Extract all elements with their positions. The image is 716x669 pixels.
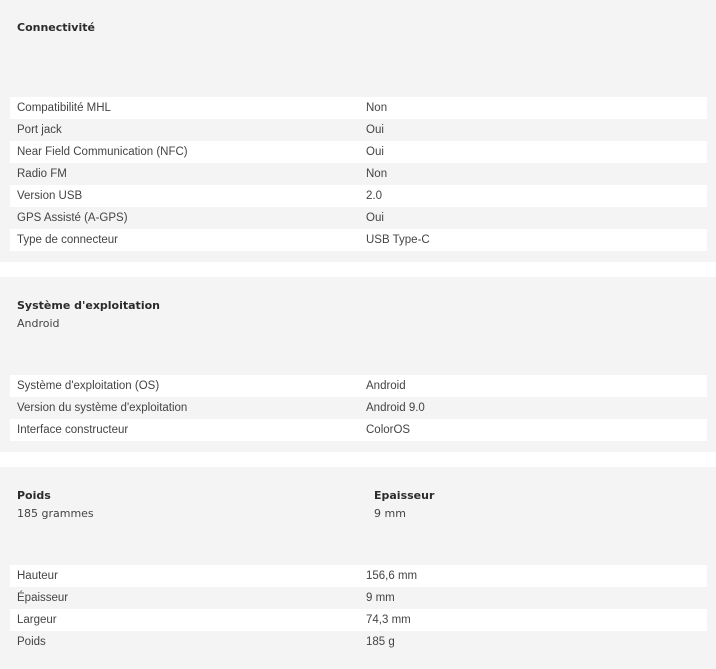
- spec-label: Hauteur: [17, 570, 58, 582]
- weight-value: 185 grammes: [17, 507, 94, 520]
- section-subtitle: Android: [17, 317, 60, 330]
- spec-row: [10, 119, 707, 141]
- spec-value: Non: [366, 168, 388, 180]
- spec-value: Oui: [366, 124, 384, 136]
- spec-label: Système d'exploitation (OS): [17, 380, 160, 392]
- spec-label: Type de connecteur: [17, 234, 119, 246]
- spec-table: [10, 375, 707, 441]
- spec-value: 74,3 mm: [366, 614, 411, 626]
- spec-row: [10, 419, 707, 441]
- spec-row: [10, 397, 707, 419]
- spec-row: [10, 229, 707, 251]
- spec-value: ColorOS: [366, 424, 411, 436]
- section-connectivite: [0, 0, 716, 262]
- spec-row: [10, 207, 707, 229]
- spec-row: [10, 631, 707, 653]
- spec-row: [10, 141, 707, 163]
- spec-row: [10, 609, 707, 631]
- spec-row: [10, 163, 707, 185]
- spec-label: Épaisseur: [17, 592, 69, 604]
- spec-row: [10, 185, 707, 207]
- spec-row: [10, 565, 707, 587]
- spec-value: USB Type-C: [366, 234, 430, 246]
- spec-row: [10, 97, 707, 119]
- spec-value: 9 mm: [366, 592, 395, 604]
- spec-label: Poids: [17, 636, 46, 648]
- spec-label: Interface constructeur: [17, 424, 129, 436]
- spec-value: Non: [366, 102, 388, 114]
- section-dimensions: [0, 467, 716, 669]
- spec-label: Version USB: [17, 190, 83, 202]
- thickness-title: Epaisseur: [374, 489, 435, 502]
- spec-table: [10, 97, 707, 251]
- section-systeme: [0, 277, 716, 452]
- spec-value: Android 9.0: [366, 402, 425, 414]
- spec-value: Android: [366, 380, 406, 392]
- weight-title: Poids: [17, 489, 51, 502]
- spec-label: GPS Assisté (A-GPS): [17, 212, 128, 224]
- spec-label: Near Field Communication (NFC): [17, 146, 188, 158]
- spec-row: [10, 375, 707, 397]
- spec-value: 156,6 mm: [366, 570, 418, 582]
- section-title: Connectivité: [17, 21, 95, 34]
- thickness-value: 9 mm: [374, 507, 406, 520]
- spec-value: Oui: [366, 146, 384, 158]
- spec-label: Port jack: [17, 124, 62, 136]
- spec-value: Oui: [366, 212, 384, 224]
- spec-table: [10, 565, 707, 653]
- spec-value: 2.0: [366, 190, 382, 202]
- spec-label: Version du système d'exploitation: [17, 402, 188, 414]
- spec-value: 185 g: [366, 636, 395, 648]
- spec-label: Compatibilité MHL: [17, 102, 111, 114]
- spec-row: [10, 587, 707, 609]
- spec-label: Radio FM: [17, 168, 67, 180]
- spec-label: Largeur: [17, 614, 57, 626]
- section-title: Système d'exploitation: [17, 299, 160, 312]
